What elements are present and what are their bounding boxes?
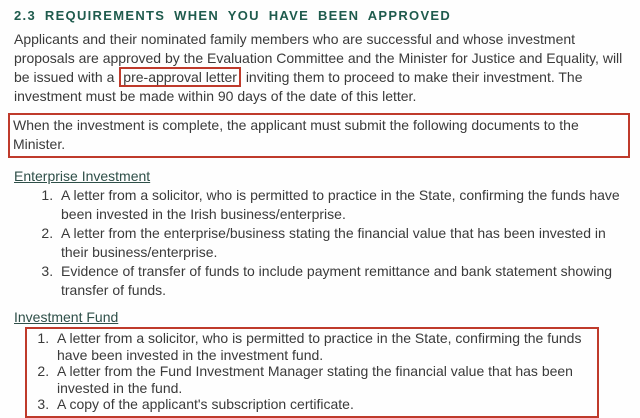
pre-approval-letter-annotation-box (119, 67, 241, 87)
minister-note-annotation-box (8, 113, 630, 158)
intro-text-before: Applicants and their nominated family members who are successful and whose investment proposals are approved by the Evaluation Committee and the Minister for Justice and Equality, will be issued with a (14, 31, 623, 85)
minister-note-text: When the investment is complete, the applicant must submit the following documents to the Minister. (13, 117, 579, 152)
list-item-fund-2: 2. A letter from the Fund Investment Manager stating the financial value that has been invested in the fund. (53, 363, 593, 396)
subheading-investment-fund: Investment Fund (14, 309, 119, 325)
list-item-fund-3: 3. A copy of the applicant's subscription certificate. (53, 396, 593, 413)
investment-fund-list (27, 330, 593, 413)
list-item-enterprise-2: 2. A letter from the enterprise/business stating the financial value that has been invested in their business/enterprise. (57, 224, 628, 262)
list-item-enterprise-3: 3. Evidence of transfer of funds to include payment remittance and bank statement showing transfer of funds. (57, 262, 628, 300)
subheading-enterprise-investment: Enterprise Investment (14, 168, 151, 184)
list-item-enterprise-1: 1. A letter from a solicitor, who is permitted to practice in the State, confirming the funds have been invested in the Irish business/enterprise. (57, 186, 628, 224)
pre-approval-letter-text: pre-approval letter (123, 69, 237, 85)
intro-text-after: inviting them to proceed to make their investment. The investment must be made within 90 days of the date of this letter. (14, 69, 583, 104)
enterprise-investment-list (14, 186, 628, 300)
section-heading: 2.3 REQUIREMENTS WHEN YOU HAVE BEEN APPROVED (14, 8, 452, 23)
intro-paragraph (14, 30, 628, 106)
list-item-fund-1: 1. A letter from a solicitor, who is permitted to practice in the State, confirming the funds have been invested in the investment fund. (53, 330, 593, 363)
